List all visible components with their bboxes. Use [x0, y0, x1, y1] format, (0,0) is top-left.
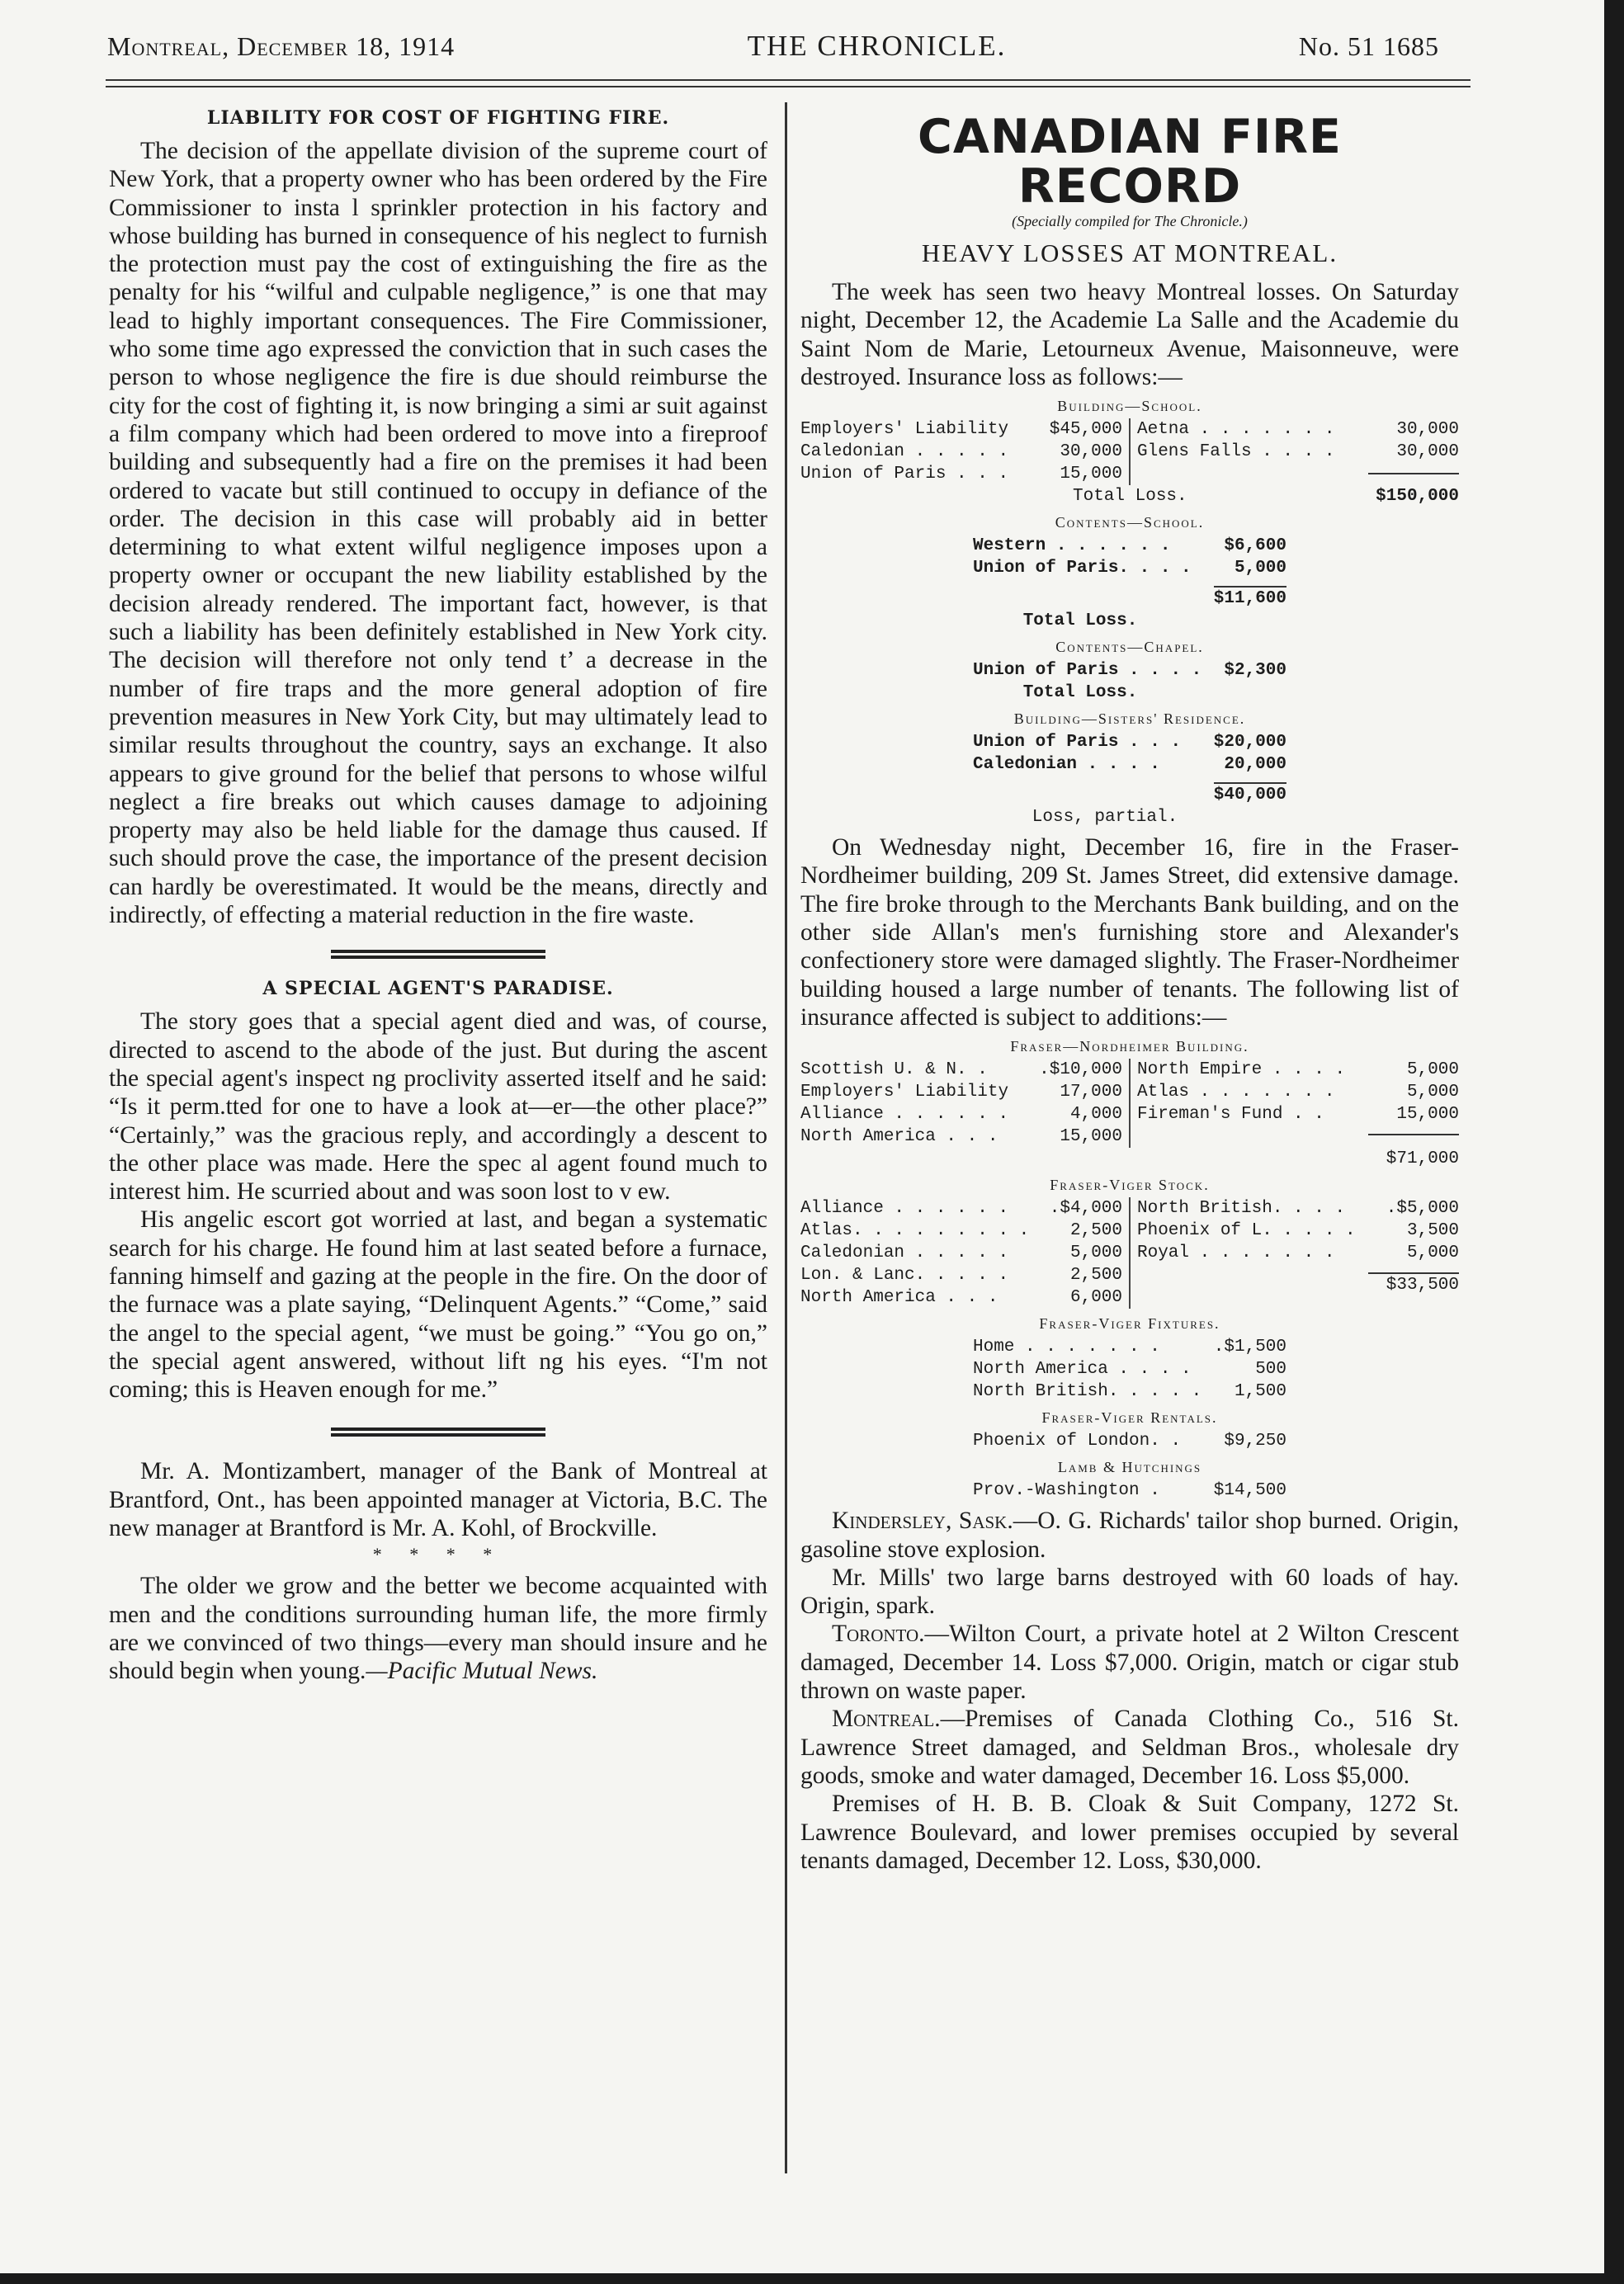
- table-row: [973, 1380, 1286, 1403]
- row-amount: 5,000: [1406, 1060, 1459, 1080]
- table-contents-chapel: [973, 659, 1286, 704]
- row-name: Union of Paris. . . .: [973, 559, 1192, 578]
- total-line: [800, 485, 1459, 507]
- row-amount: 1,500: [1234, 1382, 1286, 1402]
- table-lamb-hutchings: [973, 1479, 1286, 1502]
- fire-item-place: Montreal.: [832, 1706, 941, 1733]
- insure-text: The older we grow and the better we become acquainted with men and the conditions surrounding human life, the more firmly are we convinced of two things—every man should insure and he should begin when young.: [109, 1573, 767, 1685]
- table-row: [1137, 1242, 1459, 1264]
- table-row: [800, 1264, 1122, 1286]
- table-row: [1137, 1103, 1459, 1125]
- fire-item-text: —Premises of Canada Clothing Co., 516 St. Lawrence Street damaged, and Seldman Bros., wholesale dry goods, smoke and water damaged, December 16. Loss $5,000.: [800, 1706, 1459, 1789]
- row-name: Employers' Liability: [800, 1083, 1009, 1102]
- table-right-half: [1131, 1197, 1459, 1309]
- row-name: Glens Falls . . . .: [1137, 442, 1335, 462]
- table-title-lamb-hutchings: Lamb & Hutchings: [1057, 1459, 1202, 1476]
- table-row: [973, 535, 1286, 557]
- row-name: North America . . . .: [973, 1360, 1192, 1380]
- row-amount: 4,000: [1069, 1105, 1122, 1125]
- row-name: Alliance . . . . . .: [800, 1199, 1009, 1219]
- table-fraser-nordheimer: [800, 1059, 1459, 1148]
- header-rule-top: [106, 79, 1471, 81]
- stars-divider: * * * *: [372, 1544, 504, 1565]
- fire-item-text: —Wilton Court, a private hotel at 2 Wilton Crescent damaged, December 14. Loss $7,000. Origin, match or cigar stub thrown on waste paper.: [800, 1621, 1459, 1705]
- row-amount: 6,000: [1069, 1288, 1122, 1308]
- row-name: Prov.-Washington .: [973, 1481, 1160, 1501]
- table-title-fraser-viger-stock: Fraser-Viger Stock.: [1050, 1177, 1210, 1194]
- total-label: Total Loss.: [1022, 611, 1138, 631]
- table-row: [1137, 418, 1459, 441]
- table-building-school: [800, 418, 1459, 485]
- table-row: [800, 1286, 1122, 1309]
- table-fraser-viger-fixtures: [973, 1336, 1286, 1403]
- row-name: Union of Paris . . . .: [973, 661, 1202, 681]
- row-name: Atlas . . . . . . .: [1137, 1083, 1335, 1102]
- row-amount: .$1,500: [1213, 1338, 1286, 1357]
- total-label: Total Loss.: [1073, 487, 1187, 507]
- total-line: [800, 1148, 1459, 1170]
- row-amount: $2,300: [1224, 661, 1286, 681]
- row-name: Home . . . . . . .: [973, 1338, 1160, 1357]
- table-row: [1137, 1059, 1459, 1081]
- table-row: [1137, 1197, 1459, 1220]
- table-row: [800, 1197, 1122, 1220]
- row-name: Atlas. . . . . . . . .: [800, 1221, 1030, 1241]
- table-title-fraser-nordheimer: Fraser—Nordheimer Building.: [1010, 1038, 1249, 1055]
- fire-item-place: Toronto.: [832, 1621, 925, 1648]
- table-contents-school: [973, 535, 1286, 632]
- row-amount: 5,000: [1406, 1243, 1459, 1263]
- table-fraser-viger-stock: [800, 1197, 1459, 1309]
- table-row: [973, 782, 1286, 806]
- total-amount: $33,500: [1386, 1276, 1459, 1295]
- table-row: [800, 1059, 1122, 1081]
- row-name: Caledonian . . . .: [973, 755, 1160, 775]
- row-name: Lon. & Lanc. . . . .: [800, 1266, 1009, 1286]
- table-row: [973, 753, 1286, 776]
- row-amount: 5,000: [1069, 1243, 1122, 1263]
- row-amount: 20,000: [1224, 755, 1286, 775]
- row-amount: .$5,000: [1386, 1199, 1459, 1219]
- table-row: [973, 1336, 1286, 1358]
- row-amount: 15,000: [1060, 1127, 1122, 1147]
- row-amount: 17,000: [1060, 1083, 1122, 1102]
- article-body-insure: [109, 1572, 767, 1685]
- table-row: [1137, 441, 1459, 463]
- table-title-contents-chapel: Contents—Chapel.: [1055, 639, 1204, 656]
- left-column: [109, 107, 767, 1686]
- table-row: [973, 1430, 1286, 1452]
- row-name: North British. . . .: [1137, 1199, 1346, 1219]
- fire-record-title: CANADIAN FIRE RECORD: [918, 110, 1342, 214]
- row-name: North Empire . . . .: [1137, 1060, 1346, 1080]
- row-name: Western . . . . . .: [973, 536, 1171, 556]
- row-name: Royal . . . . . . .: [1137, 1243, 1335, 1263]
- running-head-center: THE CHRONICLE.: [747, 30, 1007, 62]
- table-row: [800, 418, 1122, 441]
- table-right-half: [1131, 1059, 1459, 1148]
- row-name: North America . . .: [800, 1288, 998, 1308]
- header-rule-bottom: [106, 86, 1471, 87]
- table-row: [973, 586, 1286, 610]
- table-row: [800, 463, 1122, 485]
- section-divider: [331, 1428, 545, 1437]
- row-amount: 15,000: [1060, 465, 1122, 484]
- running-head: [107, 30, 1439, 69]
- table-row: [800, 1242, 1122, 1264]
- table-fraser-viger-rentals: [973, 1430, 1286, 1452]
- table-title-sisters-residence: Building—Sisters' Residence.: [1013, 710, 1246, 728]
- fire-item-montreal: [800, 1705, 1459, 1790]
- section-divider: [331, 950, 545, 959]
- row-name: Employers' Liability: [800, 420, 1009, 440]
- wednesday-paragraph: On Wednesday night, December 16, fire in the Fraser-Nordheimer building, 209 St. James Street, did extensive damage. The fire broke through to the Merchants Bank building, and on the other side Allan's men's furnishing store and Alexander's confectionery store were damaged slightly. The Fraser-Nordheimer building housed a large number of tenants. The following list of insurance affected is subject to additions:—: [800, 834, 1459, 1031]
- fire-item-mills: [800, 1564, 1459, 1621]
- row-amount: .$4,000: [1049, 1199, 1122, 1219]
- table-title-fraser-viger-fixtures: Fraser-Viger Fixtures.: [1039, 1315, 1220, 1333]
- article-body-special-agent-2: His angelic escort got worried at last, and began a systematic search for his charge. He found him at last seated before a furnace, fanning himself and gazing at the people in the fire. On the door of the furnace was a plate saying, “Delinquent Agents.” “Come,” said the angel to the special agent, “we must be going.” “You go on,” the special agent answered, without lift ng his eyes. “I'm not coming; this is Heaven enough for me.”: [109, 1206, 767, 1404]
- row-name: Phoenix of London. .: [973, 1432, 1182, 1451]
- row-name: North America . . .: [800, 1127, 998, 1147]
- row-name: Fireman's Fund . .: [1137, 1105, 1324, 1125]
- row-name: North British. . . . .: [973, 1382, 1202, 1402]
- row-amount: 3,500: [1406, 1221, 1459, 1241]
- fire-record-note: (Specially compiled for The Chronicle.): [1012, 213, 1248, 229]
- article-body-montizambert: Mr. A. Montizambert, manager of the Bank of Montreal at Brantford, Ont., has been appointed manager at Victoria, B.C. The new manager at Brantford is Mr. A. Kohl, of Brockville.: [109, 1458, 767, 1542]
- row-amount: 30,000: [1060, 442, 1122, 462]
- fire-item-cloak: [800, 1790, 1459, 1875]
- insure-source: —Pacific Mutual News.: [366, 1658, 598, 1685]
- sum-rule: [1368, 473, 1459, 474]
- table-row: [800, 1125, 1122, 1148]
- row-amount: 30,000: [1396, 420, 1459, 440]
- total-amount: $150,000: [1376, 487, 1459, 507]
- table-row: [973, 557, 1286, 579]
- total-amount: $40,000: [1214, 782, 1286, 806]
- row-amount: 30,000: [1396, 442, 1459, 462]
- table-row: [973, 659, 1286, 682]
- fire-item-text: Mr. Mills' two large barns destroyed with 60 loads of hay. Origin, spark.: [800, 1564, 1459, 1620]
- fire-item-text: Premises of H. B. B. Cloak & Suit Company, 1272 St. Lawrence Boulevard, and lower premises occupied by several tenants damaged, December 12. Loss, $30,000.: [800, 1791, 1459, 1874]
- row-name: Phoenix of L. . . . .: [1137, 1221, 1356, 1241]
- table-row: [1137, 1081, 1459, 1103]
- row-name: Aetna . . . . . . .: [1137, 420, 1335, 440]
- row-amount: 500: [1255, 1360, 1286, 1380]
- row-name: Caledonian . . . . .: [800, 442, 1009, 462]
- table-row: [973, 1479, 1286, 1502]
- table-left-half: [800, 1197, 1131, 1309]
- row-amount: 2,500: [1069, 1221, 1122, 1241]
- row-amount: $6,600: [1224, 536, 1286, 556]
- fire-item-kindersley: [800, 1507, 1459, 1564]
- row-amount: $14,500: [1213, 1481, 1286, 1501]
- row-amount: 2,500: [1069, 1266, 1122, 1286]
- total-amount: $71,000: [1386, 1149, 1459, 1169]
- table-row: [973, 1358, 1286, 1380]
- article-body-liability: The decision of the appellate division of the supreme court of New York, that a property owner who has been ordered by the Fire Commissioner to insta l sprinkler protection in his factory and whose building has burned in consequence of his neglect to furnish the protection must pay the cost of extinguishing the fire as the penalty for his “wilful and culpable negligence,” is one that may lead to highly important consequences. The Fire Commissioner, who some time ago expressed the conviction that in such cases the person to whose negligence the fire is due should reimburse the city for the cost of fighting it, is now bringing a simi ar suit against a film company which had been ordered to move into a fireproof building and subsequently had a fire on the premises it had been ordered to vacate but still continued to occupy in defiance of the order. The decision in this case will probably aid in better determining to what extent wilful negligence imposes upon a property owner or occupant the new liability established by the decision already rendered. The important fact, however, is that such a liability has been definitely established in New York city. The decision will therefore not only tend t’ a decrease in the number of fire traps and the more general adoption of fire prevention measures in New York City, but may ultimately lead to similar results throughout the country, says an exchange. It also appears to give ground for the belief that persons to whose wilful neglect a fire breaks out which causes damage to adjoining property may also be held liable for the damage thus caused. If such should prove the case, the importance of the present decision can hardly be overestimated. It would be the means, directly and indirectly, of effecting a material reduction in the fire waste.: [109, 138, 767, 929]
- fire-item-text: —O. G. Richards' tailor shop burned. Origin, gasoline stove explosion.: [800, 1508, 1459, 1563]
- table-row: [800, 441, 1122, 463]
- table-row: [973, 731, 1286, 753]
- table-title-fraser-viger-rentals: Fraser-Viger Rentals.: [1041, 1409, 1218, 1427]
- row-name: Scottish U. & N. .: [800, 1060, 988, 1080]
- table-right-half: [1131, 418, 1459, 485]
- table-row: [1137, 1220, 1459, 1242]
- row-name: Caledonian . . . . .: [800, 1243, 1009, 1263]
- row-amount: 5,000: [1406, 1083, 1459, 1102]
- sum-rule: [1368, 1134, 1459, 1135]
- right-column: [800, 107, 1459, 1875]
- table-row: [800, 1220, 1122, 1242]
- table-sisters-residence: [973, 731, 1286, 828]
- row-amount: $45,000: [1049, 420, 1122, 440]
- total-label: Total Loss.: [1022, 683, 1138, 703]
- row-amount: .$10,000: [1039, 1060, 1122, 1080]
- article-body-special-agent-1: The story goes that a special agent died and was, of course, directed to ascend to the abode of the just. But during the ascent the special agent's inspect ng proclivity asserted itself and he said: “Is it perm.tted for one to have a look at—er—the other place?” “Certainly,” was the gracious reply, and accordingly a descent to the other place was made. Here the spec al agent found much to interest him. He scurried about and was soon lost to v ew.: [109, 1008, 767, 1206]
- intro-paragraph: The week has seen two heavy Montreal losses. On Saturday night, December 12, the Academie La Salle and the Academie du Saint Nom de Marie, Letourneux Avenue, Maisonneuve, were destroyed. Insurance loss as follows:—: [800, 279, 1459, 390]
- row-amount: 5,000: [1234, 559, 1286, 578]
- table-row: [800, 1081, 1122, 1103]
- table-left-half: [800, 418, 1131, 485]
- column-divider: [785, 102, 787, 2173]
- row-name: Union of Paris . . .: [973, 733, 1182, 753]
- total-label: Loss, partial.: [1032, 808, 1178, 828]
- table-row: [800, 1103, 1122, 1125]
- table-title-contents-school: Contents—School.: [1055, 514, 1205, 531]
- table-left-half: [800, 1059, 1131, 1148]
- article-title-liability: LIABILITY FOR COST OF FIGHTING FIRE.: [206, 107, 670, 129]
- table-title-building-school: Building—School.: [1057, 398, 1202, 415]
- row-name: Union of Paris . . .: [800, 465, 1009, 484]
- table-row: [1137, 1274, 1459, 1296]
- fire-item-toronto: [800, 1620, 1459, 1705]
- row-amount: 15,000: [1396, 1105, 1459, 1125]
- article-title-special-agent: A SPECIAL AGENT'S PARADISE.: [262, 978, 614, 1000]
- heavy-losses-heading: HEAVY LOSSES AT MONTREAL.: [921, 238, 1338, 267]
- row-name: Alliance . . . . . .: [800, 1105, 1009, 1125]
- row-amount: $20,000: [1213, 733, 1286, 753]
- row-amount: $9,250: [1224, 1432, 1286, 1451]
- fire-item-place: Kindersley, Sask.: [832, 1508, 1013, 1535]
- running-head-right: No. 51 1685: [1298, 31, 1439, 61]
- running-head-left: Montreal, December 18, 1914: [107, 31, 456, 61]
- total-amount: $11,600: [1214, 586, 1286, 610]
